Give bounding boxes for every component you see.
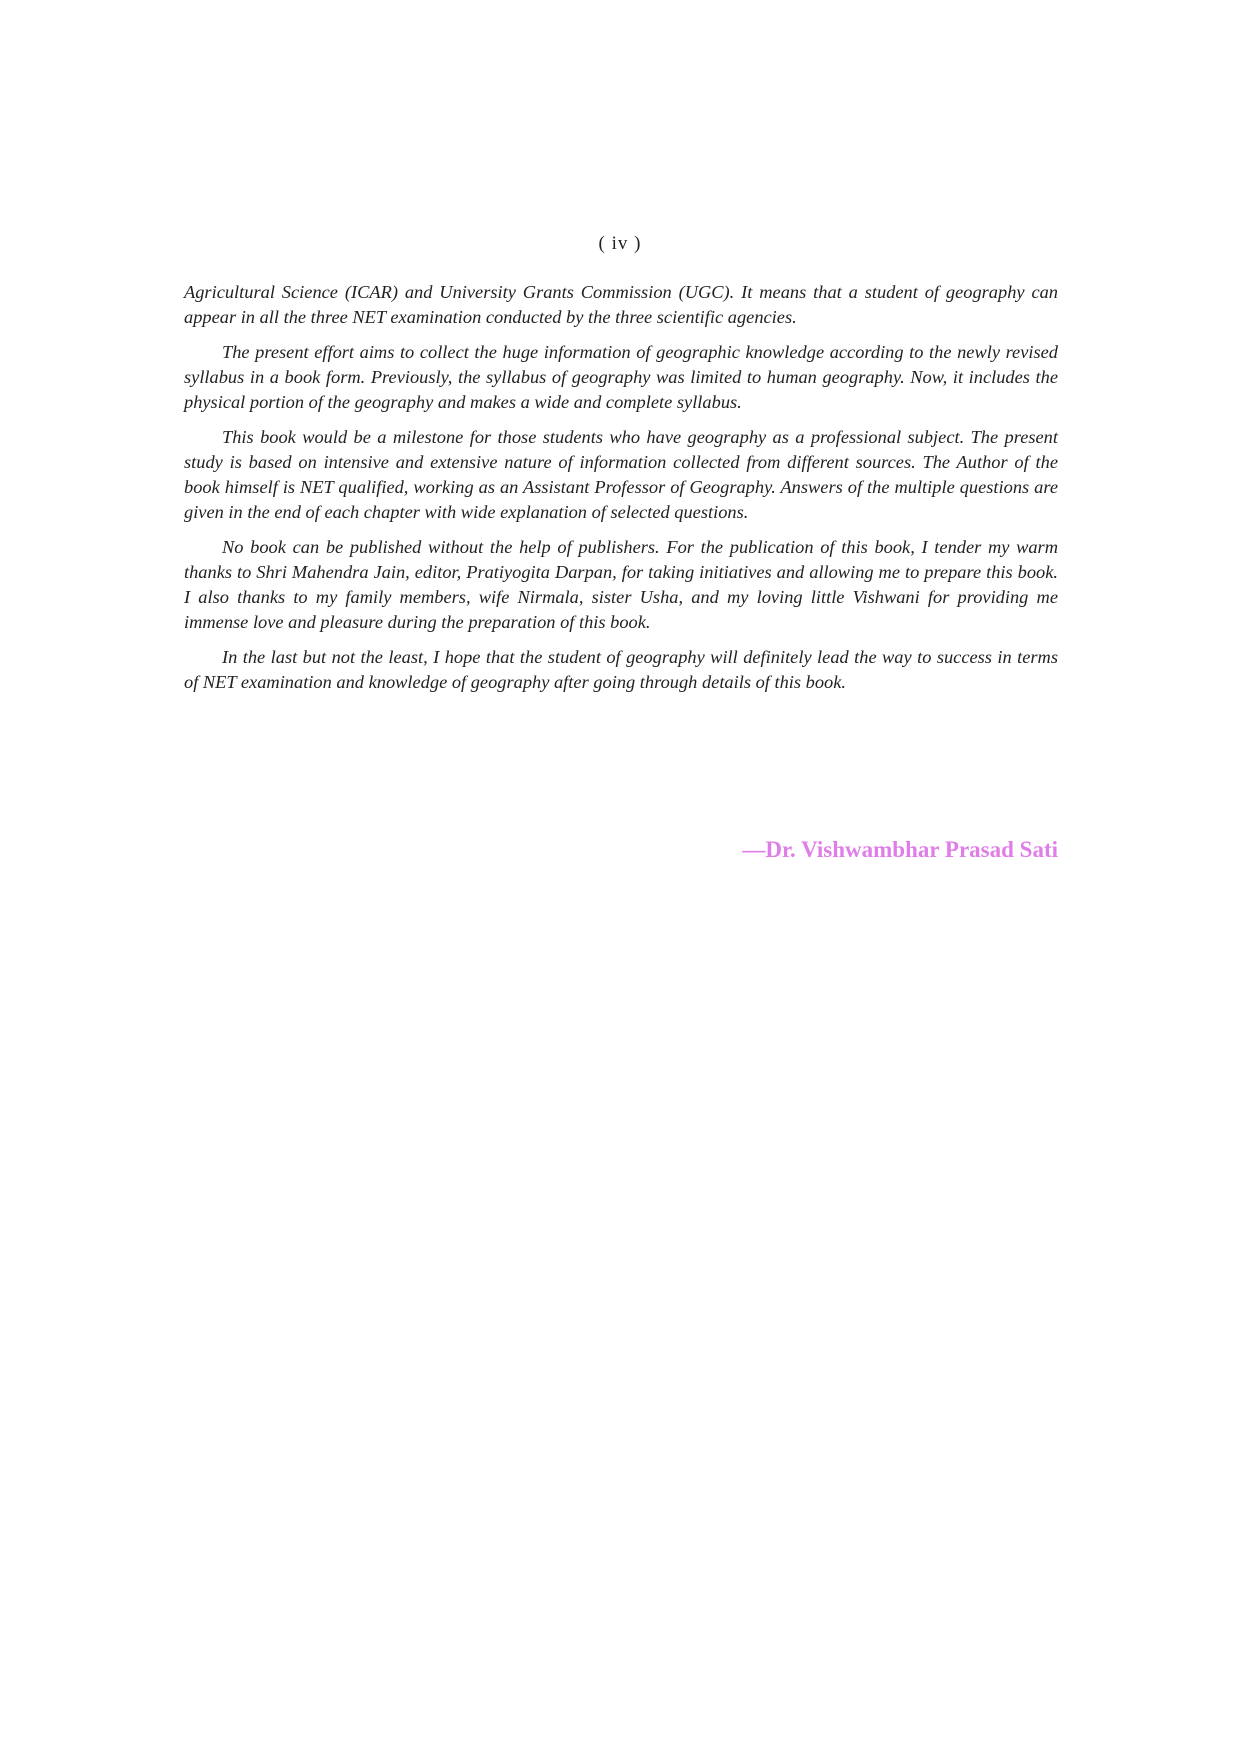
paragraph: In the last but not the least, I hope that the student of geography will definitely lead the way to success in terms of NET examination and knowledge of geography after going through details of this book. [184, 647, 1058, 692]
paragraph: The present effort aims to collect the huge information of geographic knowledge according to the newly revised syllabus in a book form. Previously, the syllabus of geography was limited to human geography. Now, it includes the physical portion of the geography and makes a wide and complete syllabus. [184, 342, 1058, 412]
paragraph-continuation: Agricultural Science (ICAR) and University Grants Commission (UGC). It means that a student of geography can appear in all the three NET examination conducted by the three scientific agencies. [184, 282, 1058, 327]
paragraph: This book would be a milestone for those students who have geography as a professional subject. The present study is based on intensive and extensive nature of information collected from different sources. The Author of the book himself is NET qualified, working as an Assistant Professor of Geography. Answers of the multiple questions are given in the end of each chapter with wide explanation of selected questions. [184, 427, 1058, 522]
author-signature: —Dr. Vishwambhar Prasad Sati [742, 837, 1058, 862]
page-number: ( iv ) [598, 233, 642, 254]
preface-body [184, 280, 1058, 705]
paragraph: No book can be published without the help of publishers. For the publication of this book, I tender my warm thanks to Shri Mahendra Jain, editor, Pratiyogita Darpan, for taking initiatives and allowing me to prepare this book. I also thanks to my family members, wife Nirmala, sister Usha, and my loving little Vishwani for providing me immense love and pleasure during the preparation of this book. [184, 537, 1058, 632]
